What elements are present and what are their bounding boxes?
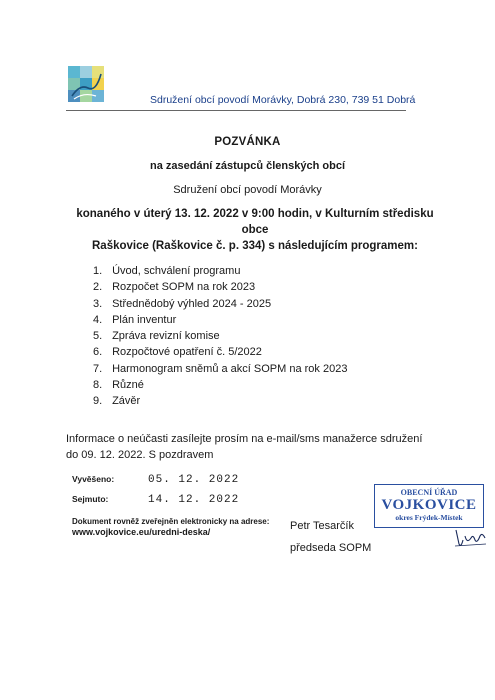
removed-label: Sejmuto: — [72, 494, 109, 504]
removed-row — [72, 494, 269, 514]
seal-bottom-text: okres Frýdek-Místek — [395, 513, 463, 522]
list-item: 8. Různé — [93, 379, 144, 392]
list-item: 2. Rozpočet SOPM na rok 2023 — [93, 281, 256, 294]
list-item: 5. Zpráva revizní komise — [93, 330, 220, 343]
signatory-role: předseda SOPM — [290, 542, 372, 554]
attendance-info — [66, 431, 431, 463]
handwritten-signature — [453, 524, 488, 550]
notice-text: Dokument rovněž zveřejněn elektronicky na adrese: — [72, 517, 270, 526]
posted-label: Vyvěšeno: — [72, 474, 115, 484]
invitation-header — [0, 136, 495, 196]
info-line-1: Informace o neúčasti zasílejte prosím na e-mail/sms manažerce sdružení — [66, 433, 423, 445]
list-item: 6. Rozpočtové opatření č. 5/2022 — [93, 346, 262, 359]
info-line-2: do 09. 12. 2022. S pozdravem — [66, 449, 214, 461]
posted-row — [72, 474, 269, 494]
seal-top-text: OBECNÍ ÚŘAD — [400, 488, 458, 497]
seal-main-text: VOJKOVICE — [381, 497, 477, 513]
removed-date: 14. 12. 2022 — [148, 494, 240, 506]
posting-stamp — [72, 474, 269, 537]
posted-date: 05. 12. 2022 — [148, 474, 240, 486]
program-list — [93, 263, 347, 410]
list-item: 9. Závěr — [93, 395, 141, 408]
list-item: 3. Střednědobý výhled 2024 - 2025 — [93, 297, 272, 310]
document-title: POZVÁNKA — [214, 136, 281, 148]
signature-block — [290, 520, 371, 554]
header-divider — [66, 110, 406, 111]
signatory-name: Petr Tesarčík — [290, 520, 354, 532]
list-item: 7. Harmonogram sněmů a akcí SOPM na rok 2023 — [93, 362, 348, 375]
notice-url: www.vojkovice.eu/uredni-deska/ — [72, 527, 211, 537]
organization-address: Sdružení obcí povodí Morávky, Dobrá 230, 739 51 Dobrá — [150, 94, 416, 106]
office-seal — [374, 484, 484, 528]
meeting-details — [70, 206, 440, 254]
meeting-line-1: konaného v úterý 13. 12. 2022 v 9:00 hodin, v Kulturním středisku obce — [76, 208, 434, 236]
publication-notice — [72, 517, 269, 537]
organization-logo — [68, 66, 104, 102]
list-item: 4. Plán inventur — [93, 313, 177, 326]
meeting-line-2: Raškovice (Raškovice č. p. 334) s následujícím programem: — [92, 240, 418, 252]
list-item: 1. Úvod, schválení programu — [93, 265, 241, 277]
document-subtitle: na zasedání zástupců členských obcí — [149, 160, 345, 172]
organization-name: Sdružení obcí povodí Morávky — [173, 184, 322, 196]
